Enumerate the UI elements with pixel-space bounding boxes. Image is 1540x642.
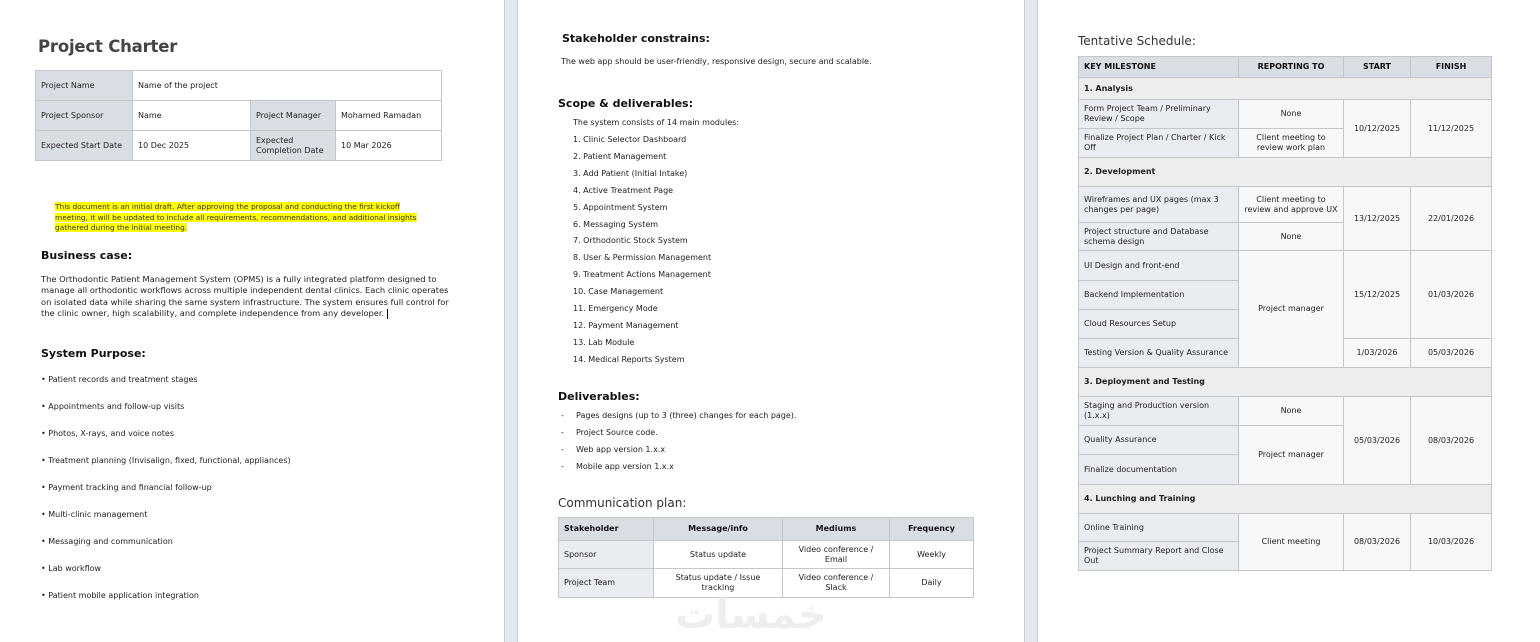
text-cursor — [387, 309, 388, 319]
module-item: 1. Clinic Selector Dashboard — [573, 135, 687, 144]
purpose-item-text: Messaging and communication — [48, 537, 173, 546]
deliverable-item — [561, 461, 674, 472]
finish-cell: 11/12/2025 — [1411, 100, 1492, 158]
finish-cell: 01/03/2026 — [1411, 251, 1492, 339]
comm-cell: Status update — [654, 541, 783, 569]
purpose-item-text: Patient records and treatment stages — [48, 375, 198, 384]
milestone-cell: Staging and Production version (1.x.x) — [1079, 397, 1239, 426]
milestone-cell: Wireframes and UX pages (max 3 changes per page) — [1079, 187, 1239, 223]
deliverable-item — [561, 427, 658, 438]
section-row: 4. Lunching and Training — [1079, 485, 1492, 514]
purpose-item — [41, 591, 199, 600]
comm-cell: Video conference / Slack — [783, 569, 890, 598]
comm-header: Stakeholder — [559, 518, 654, 541]
comm-cell: Project Team — [559, 569, 654, 598]
finish-cell: 05/03/2026 — [1411, 339, 1492, 368]
module-item: 9. Treatment Actions Management — [573, 270, 711, 280]
purpose-item-text: Photos, X-rays, and voice notes — [48, 429, 174, 438]
purpose-item — [41, 375, 198, 384]
start-cell: 15/12/2025 — [1344, 251, 1411, 339]
page-title: Project Charter — [38, 37, 178, 56]
bullet-icon: • — [41, 591, 49, 600]
module-item: 12. Payment Management — [573, 320, 679, 330]
dash-bullet-icon: - — [561, 428, 564, 437]
start-cell: 1/03/2026 — [1344, 339, 1411, 368]
bullet-icon: • — [41, 402, 49, 411]
bullet-icon: • — [41, 456, 49, 465]
communication-plan-heading: Communication plan: — [558, 496, 687, 510]
purpose-item-text: Patient mobile application integration — [48, 591, 199, 600]
milestone-cell: Finalize Project Plan / Charter / Kick Off — [1079, 129, 1239, 158]
draft-note-text: This document is an initial draft. After approving the proposal and conducting the first kickoff meeting, it will be updated to include all requirements, recommendations, and additional insights gathered during the initial meeting. — [55, 202, 417, 233]
milestone-cell: UI Design and front-end — [1079, 251, 1239, 281]
start-cell: 10/12/2025 — [1344, 100, 1411, 158]
reporting-cell: None — [1239, 100, 1344, 129]
reporting-cell: Client meeting — [1239, 514, 1344, 571]
purpose-item — [41, 402, 184, 411]
purpose-item-text: Appointments and follow-up visits — [48, 402, 185, 411]
bullet-icon: • — [41, 537, 49, 546]
schedule-table — [1078, 56, 1492, 571]
communication-table — [558, 517, 974, 598]
reporting-cell: Client meeting to review work plan — [1239, 129, 1344, 158]
schedule-header: FINISH — [1411, 57, 1492, 78]
milestone-cell: Finalize documentation — [1079, 455, 1239, 485]
module-item: 8. User & Permission Management — [573, 253, 712, 263]
completion-value[interactable]: 10 Mar 2026 — [336, 131, 442, 161]
bullet-icon: • — [41, 510, 49, 519]
bullet-icon: • — [41, 483, 49, 492]
dash-bullet-icon: - — [561, 411, 564, 420]
purpose-item — [41, 564, 101, 573]
business-case-heading: Business case: — [41, 249, 133, 262]
watermark-logo: خمسات — [675, 592, 827, 638]
dash-bullet-icon: - — [561, 445, 564, 454]
comm-cell: Video conference / Email — [783, 541, 890, 569]
finish-cell: 22/01/2026 — [1411, 187, 1492, 251]
purpose-item — [41, 510, 147, 519]
schedule-header: KEY MILESTONE — [1079, 57, 1239, 78]
purpose-item — [41, 456, 291, 465]
section-row: 3. Deployment and Testing — [1079, 368, 1492, 397]
sponsor-value[interactable]: Name — [133, 101, 251, 131]
schedule-header: REPORTING TO — [1239, 57, 1344, 78]
comm-header: Message/info — [654, 518, 783, 541]
purpose-item — [41, 429, 174, 438]
deliverable-text: Web app version 1.x.x — [576, 445, 666, 454]
deliverable-text: Project Source code. — [576, 428, 658, 437]
system-purpose-heading: System Purpose: — [41, 347, 146, 360]
start-cell: 13/12/2025 — [1344, 187, 1411, 251]
business-case-body: The Orthodontic Patient Management System (OPMS) is a fully integrated platform designed to manage all orthodontic workflows across multiple independent dental clinics. Each clinic operates on isolated data while sharing the same system infrastructure. The system ensures full control for the clinic owner, high scalability, and complete independence from any developer. — [41, 274, 449, 319]
start-label: Expected Start Date — [36, 131, 133, 161]
module-item: 3. Add Patient (Initial Intake) — [573, 168, 688, 178]
start-cell: 08/03/2026 — [1344, 514, 1411, 571]
completion-label: Expected Completion Date — [251, 131, 336, 161]
constraints-text: The web app should be user-friendly, responsive design, secure and scalable. — [561, 57, 872, 66]
page-3 — [1037, 0, 1540, 642]
milestone-cell: Online Training — [1079, 514, 1239, 542]
reporting-cell: Client meeting to review and approve UX — [1239, 187, 1344, 223]
milestone-cell: Project Summary Report and Close Out — [1079, 542, 1239, 571]
table-row — [559, 541, 974, 569]
milestone-cell: Quality Assurance — [1079, 426, 1239, 455]
section-row: 1. Analysis — [1079, 78, 1492, 100]
bullet-icon: • — [41, 429, 49, 438]
draft-note — [55, 202, 435, 234]
milestone-cell: Cloud Resources Setup — [1079, 310, 1239, 339]
comm-header: Mediums — [783, 518, 890, 541]
comm-cell: Weekly — [890, 541, 974, 569]
page-1 — [0, 0, 505, 642]
module-item: 13. Lab Module — [573, 337, 635, 347]
manager-value[interactable]: Mohamed Ramadan — [336, 101, 442, 131]
schedule-heading: Tentative Schedule: — [1078, 34, 1196, 48]
purpose-item — [41, 483, 212, 492]
start-value[interactable]: 10 Dec 2025 — [133, 131, 251, 161]
module-item: 5. Appointment System — [573, 202, 668, 212]
reporting-cell: None — [1239, 223, 1344, 251]
module-item: 7. Orthodontic Stock System — [573, 236, 688, 246]
reporting-cell: Project manager — [1239, 426, 1344, 485]
project-name-label: Project Name — [36, 71, 133, 101]
constraints-heading: Stakeholder constrains: — [562, 32, 710, 45]
deliverable-text: Pages designs (up to 3 (three) changes for each page). — [576, 411, 797, 420]
manager-label: Project Manager — [251, 101, 336, 131]
dash-bullet-icon: - — [561, 462, 564, 471]
comm-header: Frequency — [890, 518, 974, 541]
module-item: 11. Emergency Mode — [573, 304, 658, 313]
reporting-cell: None — [1239, 397, 1344, 426]
sponsor-label: Project Sponsor — [36, 101, 133, 131]
scope-intro: The system consists of 14 main modules: — [573, 118, 740, 127]
comm-cell: Sponsor — [559, 541, 654, 569]
project-name-value[interactable]: Name of the project — [133, 71, 442, 101]
module-item: 4. Active Treatment Page — [573, 185, 674, 195]
page-2 — [517, 0, 1025, 642]
purpose-item — [41, 537, 173, 546]
module-item: 6. Messaging System — [573, 219, 659, 229]
bullet-icon: • — [41, 564, 49, 573]
purpose-item-text: Payment tracking and financial follow-up — [48, 483, 212, 492]
finish-cell: 08/03/2026 — [1411, 397, 1492, 485]
schedule-header: START — [1344, 57, 1411, 78]
comm-cell: Status update / Issue tracking — [654, 569, 783, 598]
project-info-table — [35, 70, 442, 161]
purpose-item-text: Multi-clinic management — [48, 510, 148, 519]
module-item: 14. Medical Reports System — [573, 354, 685, 364]
purpose-item-text: Lab workflow — [48, 564, 102, 573]
purpose-item-text: Treatment planning (Invisalign, fixed, functional, appliances) — [48, 456, 291, 465]
section-row: 2. Development — [1079, 158, 1492, 187]
milestone-cell: Project structure and Database schema design — [1079, 223, 1239, 251]
milestone-cell: Form Project Team / Preliminary Review / Scope — [1079, 100, 1239, 129]
bullet-icon: • — [41, 375, 49, 384]
deliverable-item — [561, 410, 796, 421]
scope-heading: Scope & deliverables: — [558, 97, 693, 110]
reporting-cell: Project manager — [1239, 251, 1344, 368]
deliverable-text: Mobile app version 1.x.x — [576, 462, 674, 471]
start-cell: 05/03/2026 — [1344, 397, 1411, 485]
comm-cell: Daily — [890, 569, 974, 598]
business-case-text[interactable] — [41, 274, 461, 320]
milestone-cell: Testing Version & Quality Assurance — [1079, 339, 1239, 368]
deliverables-heading: Deliverables: — [558, 390, 640, 403]
module-item: 10. Case Management — [573, 287, 664, 297]
finish-cell: 10/03/2026 — [1411, 514, 1492, 571]
milestone-cell: Backend Implementation — [1079, 281, 1239, 310]
module-item: 2. Patient Management — [573, 151, 667, 161]
deliverable-item — [561, 444, 665, 455]
